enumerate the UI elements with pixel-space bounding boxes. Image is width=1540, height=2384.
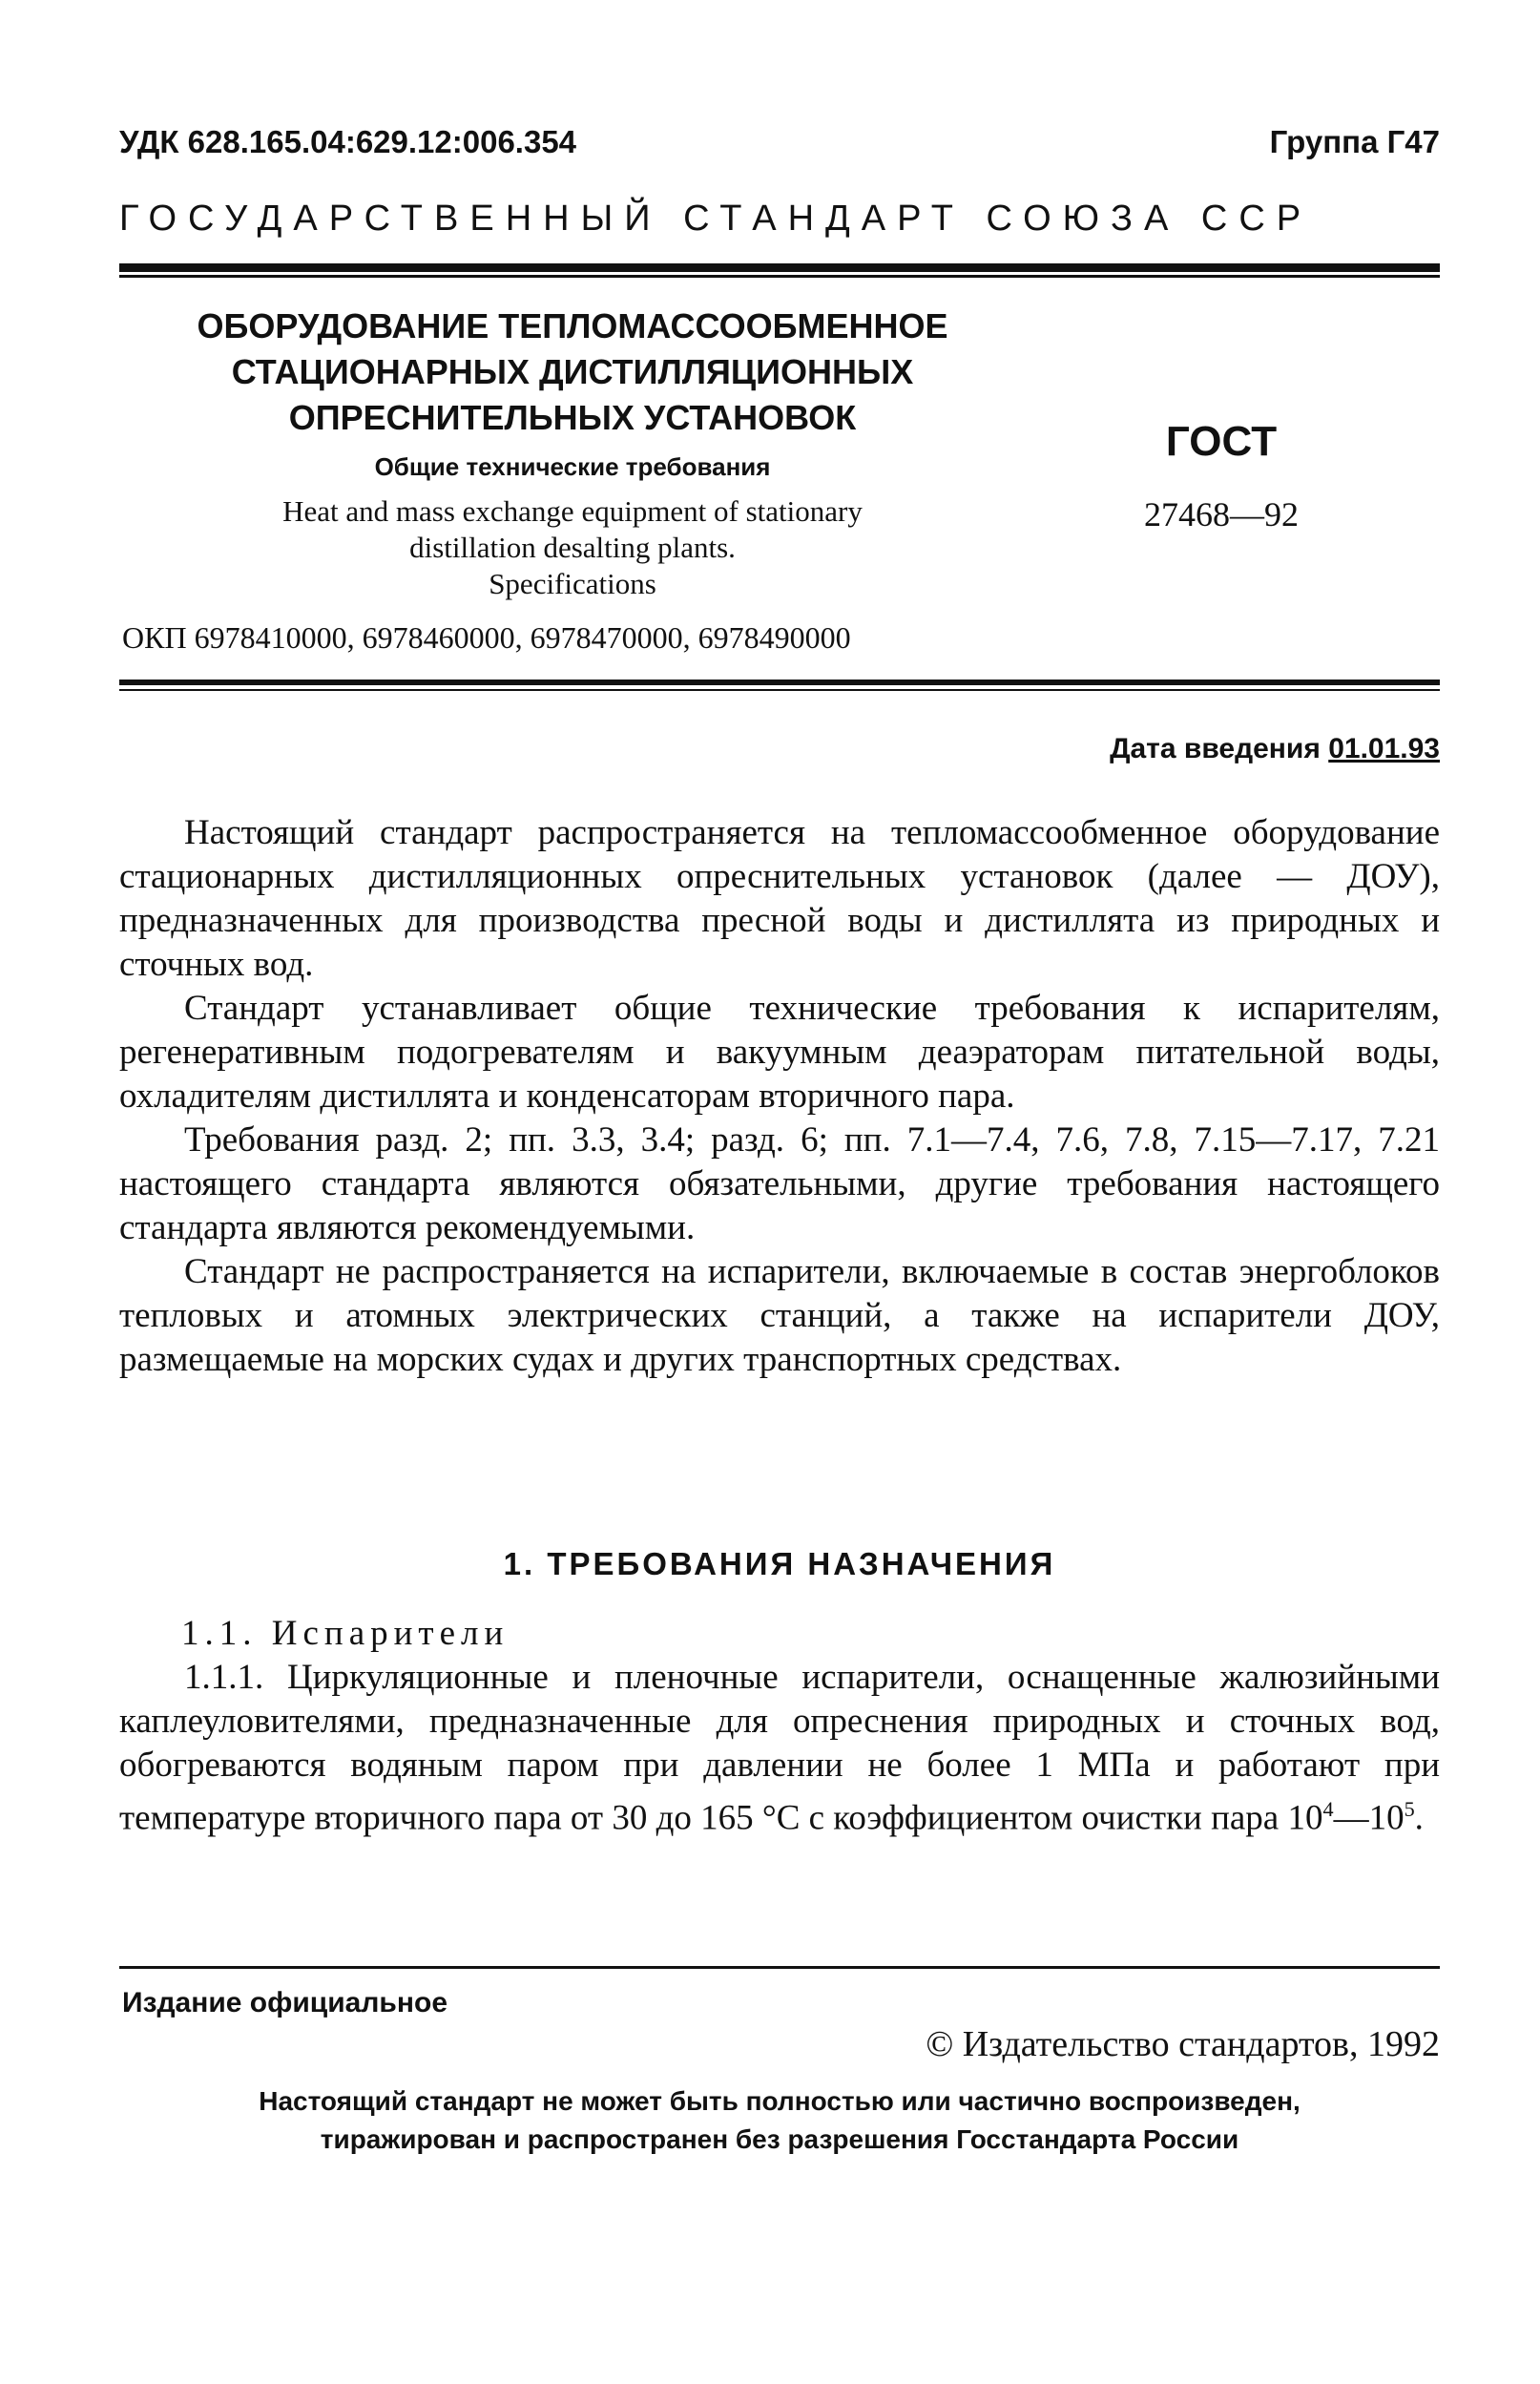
- title-line-1: ОБОРУДОВАНИЕ ТЕПЛОМАССООБМЕННОЕ: [197, 306, 948, 345]
- section-1-heading: 1. ТРЕБОВАНИЯ НАЗНАЧЕНИЯ: [503, 1546, 1056, 1581]
- title-line-2: СТАЦИОНАРНЫХ ДИСТИЛЛЯЦИОННЫХ: [231, 352, 914, 391]
- exponent-5: 5: [1404, 1797, 1415, 1821]
- introduction-date: [1110, 733, 1440, 765]
- okp-codes: ОКП 6978410000, 6978460000, 6978470000, 6978490000: [122, 620, 851, 655]
- english-title-line-2: distillation desalting plants.: [409, 531, 736, 564]
- reproduction-notice: [119, 2082, 1440, 2159]
- state-standard-title: ГОСУДАРСТВЕННЫЙ СТАНДАРТ СОЮЗА ССР: [119, 199, 1313, 239]
- gost-label: ГОСТ: [1165, 418, 1278, 465]
- intro-paragraph: Требования разд. 2; пп. 3.3, 3.4; разд. 6; пп. 7.1—7.4, 7.6, 7.8, 7.15—7.17, 7.21 настоящего стандарта являются обязательными, другие требования настоящего стандарта являются рекомендуемыми.: [119, 1120, 1440, 1247]
- intro-paragraph: Стандарт не распространяется на испарители, включаемые в состав энергоблоков тепловых и атомных электрических станций, а также на испарители ДОУ, размещаемые на морских судах и других транспортных средствах.: [119, 1252, 1440, 1379]
- exponent-4: 4: [1322, 1797, 1334, 1821]
- english-title-line-1: Heat and mass exchange equipment of stationary: [282, 494, 863, 528]
- clause-1-1-1: [119, 1656, 1440, 1840]
- copyright-line: © Издательство стандартов, 1992: [926, 2024, 1440, 2064]
- document-title-block: [153, 303, 992, 602]
- notice-line-2: тиражирован и распространен без разрешения Госстандарта России: [320, 2124, 1239, 2154]
- title-rule-thin: [119, 689, 1440, 691]
- english-title: [153, 493, 992, 602]
- clause-text: 1.1.1. Циркуляционные и пленочные испарители, оснащенные жалюзийными каплеуловителями, предназначенные для опреснения природных и сточных вод, обогреваются водяным паром при давлении не более 1 МПа и работают при температуре вторичного пара от 30 до 165 °С с коэффициентом очистки пара 10: [119, 1658, 1440, 1838]
- title-line-3: ОПРЕСНИТЕЛЬНЫХ УСТАНОВОК: [288, 398, 857, 437]
- date-value: 01.01.93: [1328, 733, 1440, 764]
- date-label: Дата введения: [1110, 733, 1321, 764]
- title-subtitle: Общие технические требования: [374, 452, 771, 481]
- gost-number: 27468—92: [1144, 495, 1299, 533]
- official-edition-label: Издание официальное: [122, 1987, 448, 2018]
- notice-line-1: Настоящий стандарт не может быть полностью или частично воспроизведен,: [259, 2086, 1301, 2116]
- title-rule-thick: [119, 680, 1440, 685]
- clause-end: .: [1414, 1798, 1424, 1838]
- clause-dash: —10: [1333, 1798, 1405, 1838]
- group-code: Группа Г47: [1269, 124, 1440, 159]
- english-title-line-3: Specifications: [489, 567, 656, 600]
- intro-paragraph: Настоящий стандарт распространяется на тепломассообменное оборудование стационарных дистилляционных опреснительных установок (далее — ДОУ), предназначенных для производства пресной воды и дистиллята из природных и сточных вод.: [119, 813, 1440, 984]
- footer-rule: [119, 1966, 1440, 1969]
- intro-paragraph: Стандарт устанавливает общие технические требования к испарителям, регенеративным подогревателям и вакуумным деаэраторам питательной воды, охладителям дистиллята и конденсаторам вторичного пара.: [119, 989, 1440, 1116]
- section-1-text: [119, 1656, 1440, 1840]
- header-rule-thin: [119, 275, 1440, 278]
- gost-block: [1107, 418, 1336, 534]
- udk-code: УДК 628.165.04:629.12:006.354: [119, 124, 577, 159]
- subsection-1-1-heading: 1.1. Испарители: [181, 1614, 510, 1653]
- intro-text: [119, 811, 1440, 1382]
- header-rule-thick: [119, 263, 1440, 272]
